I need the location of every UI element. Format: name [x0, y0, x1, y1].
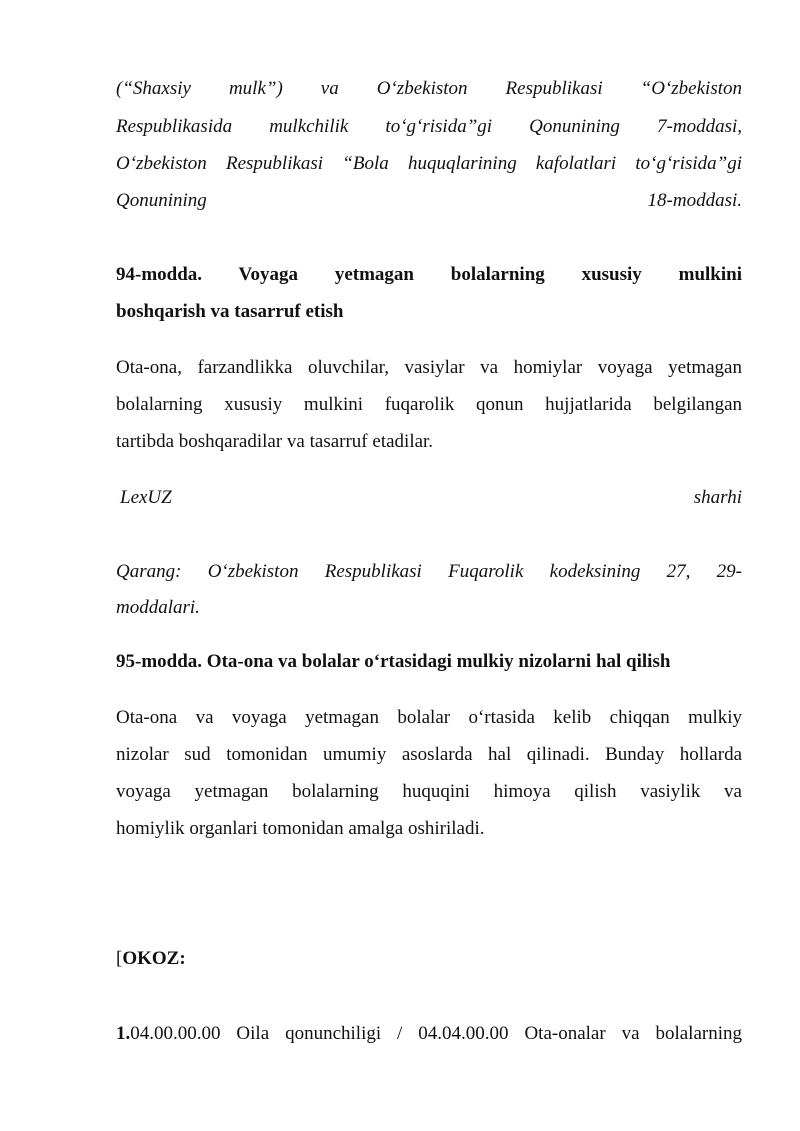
- reference-line: Respublikasida mulkchilik to‘g‘risida”gi Qonunining 7-moddasi,: [116, 116, 742, 137]
- article-94-body-line: Ota-ona, farzandlikka oluvchilar, vasiylar va homiylar voyaga yetmagan: [116, 357, 742, 378]
- article-95-body-line: nizolar sud tomonidan umumiy asoslarda hal qilinadi. Bunday hollarda: [116, 744, 742, 765]
- okoz-item-number: 1.: [116, 1023, 131, 1044]
- article-95-body-line: homiylik organlari tomonidan amalga oshiriladi.: [116, 818, 485, 839]
- okoz-item: [116, 1022, 742, 1046]
- okoz-bracket: [: [116, 948, 123, 969]
- okoz-label-line: [116, 947, 742, 971]
- article-94-heading-cont: boshqarish va tasarruf etish: [116, 301, 344, 322]
- reference-line: O‘zbekiston Respublikasi “Bola huquqlarining kafolatlari to‘g‘risida”gi: [116, 153, 742, 174]
- reference-line: (“Shaxsiy mulk”) va O‘zbekiston Respublikasi “O‘zbekiston: [116, 78, 742, 99]
- commentary-link[interactable]: sharhi: [693, 487, 742, 508]
- article-94-body-line: tartibda boshqaradilar va tasarruf etadilar.: [116, 431, 434, 452]
- reference-line-last: [116, 189, 742, 213]
- article-94-body-line: bolalarning xususiy mulkini fuqarolik qonun hujjatlarida belgilangan: [116, 394, 742, 415]
- article-95-body-line: Ota-ona va voyaga yetmagan bolalar o‘rtasida kelib chiqqan mulkiy: [116, 707, 742, 728]
- article-95-heading: 95-modda. Ota-ona va bolalar o‘rtasidagi mulkiy nizolarni hal qilish: [116, 651, 671, 672]
- commentary-line: [116, 486, 742, 510]
- lexuz-link[interactable]: LexUZ: [120, 487, 172, 508]
- see-also-line: moddalari.: [116, 597, 200, 618]
- okoz-label: OKOZ:: [122, 948, 186, 969]
- reference-law-name: Qonunining: [116, 190, 207, 211]
- see-also-line: Qarang: O‘zbekiston Respublikasi Fuqarolik kodeksining 27, 29-: [116, 561, 742, 582]
- okoz-item-text: 04.00.00.00 Oila qonunchiligi / 04.04.00.00 Ota-onalar va bolalarning: [130, 1023, 742, 1044]
- reference-article-number: 18-moddasi.: [647, 190, 742, 211]
- article-95-body-line: voyaga yetmagan bolalarning huquqini himoya qilish vasiylik va: [116, 781, 742, 802]
- article-94-heading: 94-modda. Voyaga yetmagan bolalarning xususiy mulkini: [116, 264, 742, 285]
